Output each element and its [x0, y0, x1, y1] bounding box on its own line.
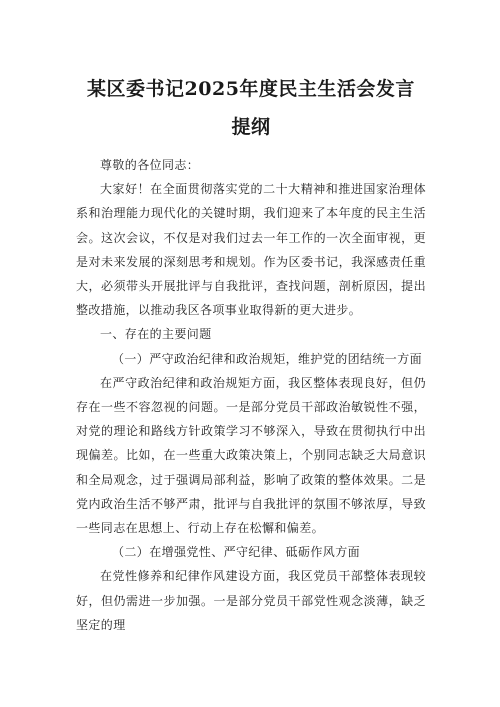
title-line-1: 某区委书记2025年度民主生活会发言 [87, 78, 415, 100]
section-1-heading: 一、存在的主要问题 [100, 327, 212, 342]
subsection-2-heading: （二）在增强党性、严守纪律、砥砺作风方面 [112, 545, 361, 560]
intro-paragraph: 大家好！在全面贯彻落实党的二十大精神和推进国家治理体系和治理能力现代化的关键时期，我们迎来了本年度的民主生活会。这次会议，不仅是对我们过去一年工作的一次全面审视，更是对未来发展的深刻思考和规划。作为区委书记，我深感责任重大，必须带头开展批评与自我批评，查找问题，剖析原因，提出整改措施，以推动我区各项事业取得新的更大进步。 [76, 182, 426, 318]
subsection-2-body: 在党性修养和纪律作风建设方面，我区党员干部整体表现较好，但仍需进一步加强。一是部分党员干部党性观念淡薄，缺乏坚定的理 [76, 569, 426, 632]
subsection-1-body: 在严守政治纪律和政治规矩方面，我区整体表现良好，但仍存在一些不容忽视的问题。一是部分党员干部政治敏锐性不强，对党的理论和路线方针政策学习不够深入，导致在贯彻执行中出现偏差。比如，在一些重大政策决策上，个别同志缺乏大局意识和全局观念，过于强调局部利益，影响了政策的整体效果。二是党内政治生活不够严肃，批评与自我批评的氛围不够浓厚，导致一些同志在思想上、行动上存在松懈和偏差。 [76, 375, 426, 536]
document-title [76, 70, 426, 146]
title-line-2: 提纲 [231, 116, 271, 138]
salutation: 尊敬的各位同志： [100, 158, 200, 172]
subsection-1-heading: （一）严守政治纪律和政治规矩，维护党的团结统一方面 [112, 351, 423, 366]
